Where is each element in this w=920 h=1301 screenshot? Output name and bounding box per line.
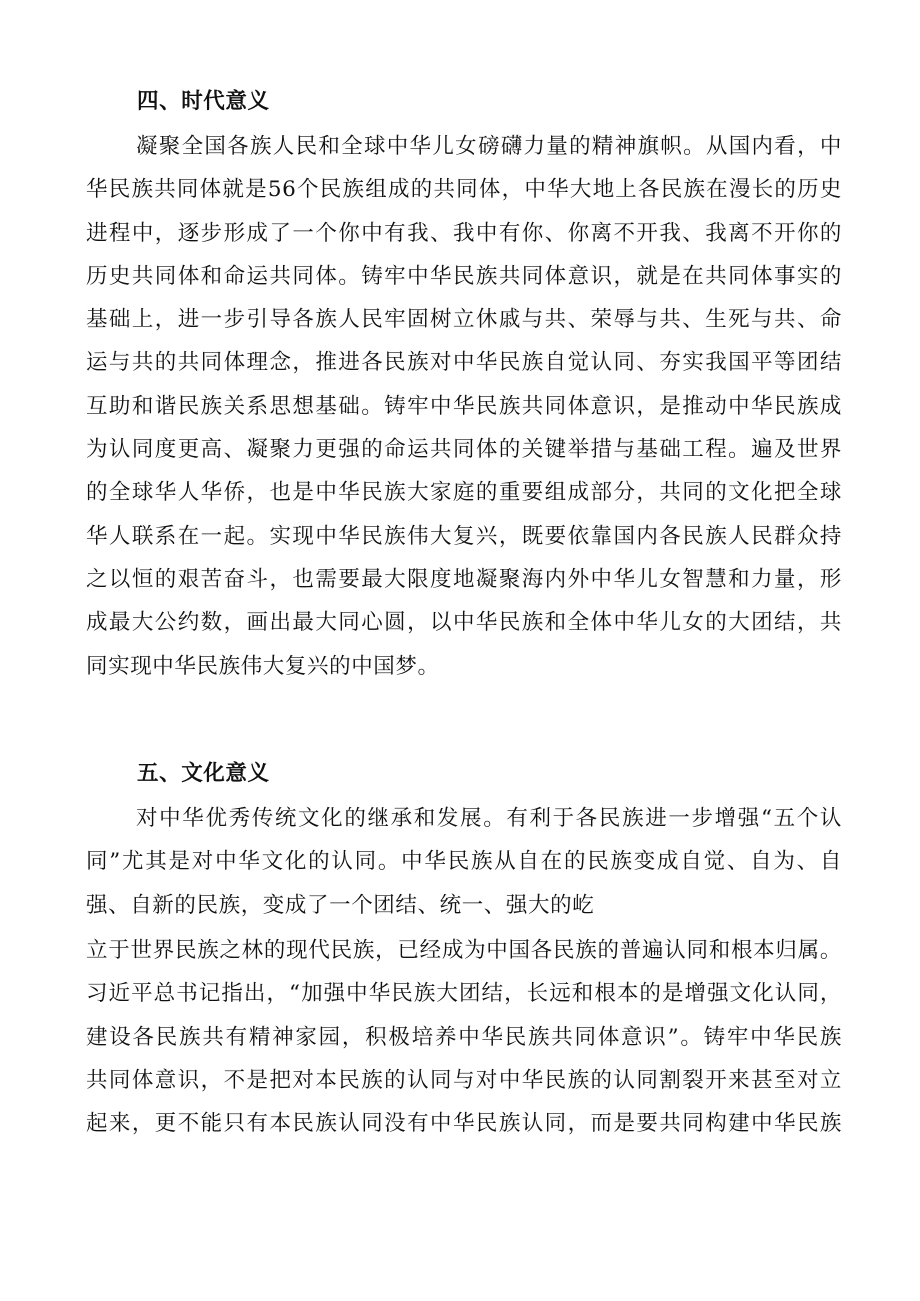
paragraph-line: 基础上，进一步引导各族人民牢固树立休戚与共、荣辱与共、生死与共、命 [86,307,842,333]
paragraph-line: 之以恒的艰苦奋斗，也需要最大限度地凝聚海内外中华儿女智慧和力量，形 [86,566,842,592]
paragraph-line: 的全球华人华侨，也是中华民族大家庭的重要组成部分，共同的文化把全球 [86,480,842,506]
paragraph-line: 强、自新的民族，变成了一个团结、统一、强大的屹 [86,892,595,918]
paragraph-line: 华民族共同体就是56个民族组成的共同体，中华大地上各民族在漫长的历史 [86,177,842,203]
paragraph-line: 同”尤其是对中华文化的认同。中华民族从自在的民族变成自觉、自为、自 [86,849,842,875]
paragraph-line: 立于世界民族之林的现代民族，已经成为中国各民族的普遍认同和根本归属。 [86,938,842,963]
paragraph-line: 同实现中华民族伟大复兴的中国梦。 [86,653,440,679]
paragraph-line: 为认同度更高、凝聚力更强的命运共同体的关键举措与基础工程。遍及世界 [86,437,842,463]
paragraph-line: 运与共的共同体理念，推进各民族对中华民族自觉认同、夯实我国平等团结 [86,350,842,376]
paragraph-line: 建设各民族共有精神家园，积极培养中华民族共同体意识”。铸牢中华民族 [86,1024,842,1050]
section-heading-era-significance: 四、时代意义 [137,89,270,114]
paragraph-era-significance [86,125,842,688]
paragraph-line: 历史共同体和命运共同体。铸牢中华民族共同体意识，就是在共同体事实的 [86,263,842,289]
paragraph-cultural-significance-part2 [86,929,842,1145]
paragraph-line: 进程中，逐步形成了一个你中有我、我中有你、你离不开我、我离不开你的 [86,220,842,246]
paragraph-cultural-significance-part1 [86,797,842,927]
paragraph-line: 互助和谐民族关系思想基础。铸牢中华民族共同体意识，是推动中华民族成 [86,393,842,419]
paragraph-line: 成最大公约数，画出最大同心圆，以中华民族和全体中华儿女的大团结，共 [86,610,842,636]
paragraph-line: 对中华优秀传统文化的继承和发展。有利于各民族进一步增强“五个认 [136,806,842,831]
paragraph-line: 共同体意识，不是把对本民族的认同与对中华民族的认同割裂开来甚至对立 [86,1067,842,1093]
paragraph-line: 凝聚全国各族人民和全球中华儿女磅礴力量的精神旗帜。从国内看，中 [136,134,842,159]
paragraph-line: 起来，更不能只有本民族认同没有中华民族认同，而是要共同构建中华民族 [86,1111,842,1137]
paragraph-line: 习近平总书记指出，“加强中华民族大团结，长远和根本的是增强文化认同， [86,981,842,1007]
paragraph-line: 华人联系在一起。实现中华民族伟大复兴，既要依靠国内各民族人民群众持 [86,523,842,549]
section-heading-cultural-significance: 五、文化意义 [137,761,270,786]
